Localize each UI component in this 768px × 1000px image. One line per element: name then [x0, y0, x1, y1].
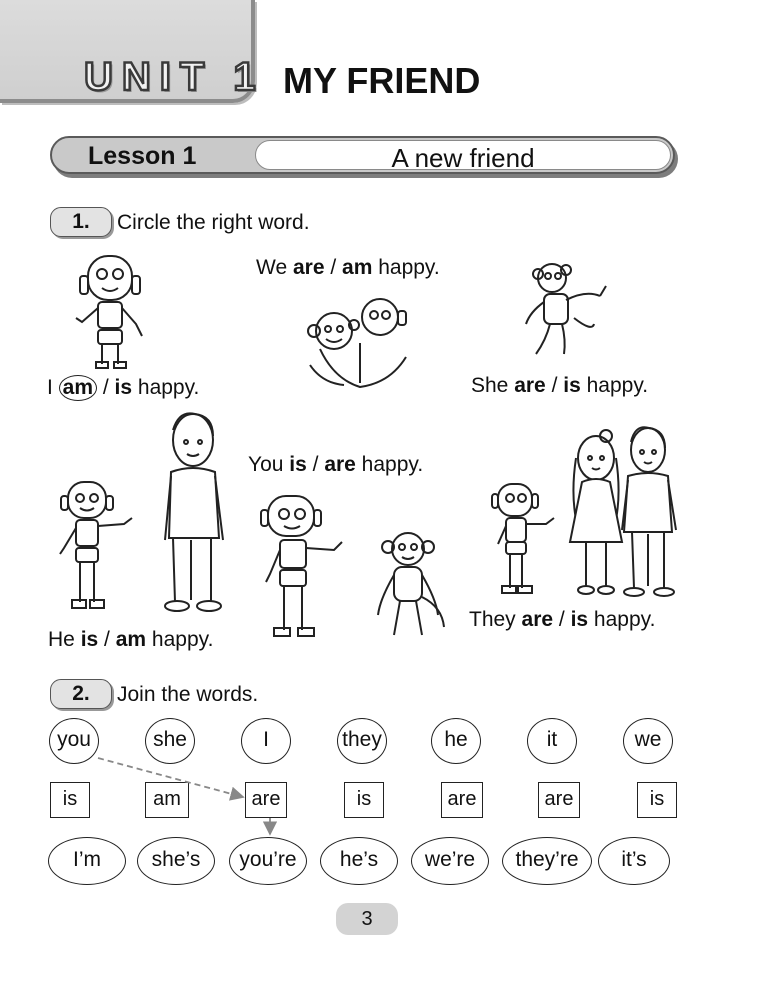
pronoun-we[interactable]: we	[623, 718, 673, 764]
lesson-name-box	[255, 140, 671, 173]
contraction-youre[interactable]: you’re	[229, 837, 307, 885]
contraction-were[interactable]: we’re	[411, 837, 489, 885]
sentence-1: I am / is happy.	[47, 376, 200, 399]
pronoun-she[interactable]: she	[145, 718, 195, 764]
contraction-hes[interactable]: he’s	[320, 837, 398, 885]
sentence-6: They are / is happy.	[469, 608, 656, 631]
sentence-1-option-is[interactable]: is	[114, 376, 133, 399]
sentence-6-option-are[interactable]: are	[521, 608, 554, 631]
lesson-number: Lesson 1	[88, 142, 197, 170]
contraction-its[interactable]: it’s	[598, 837, 670, 885]
verb-box[interactable]: is	[50, 782, 90, 818]
verb-box[interactable]: is	[637, 782, 677, 818]
sentence-3: She are / is happy.	[471, 374, 649, 397]
pronoun-he[interactable]: he	[431, 718, 481, 764]
girl-icon	[566, 428, 626, 600]
robot-icon	[60, 252, 160, 370]
sentence-6-option-is[interactable]: is	[570, 608, 589, 631]
sentence-2-option-am[interactable]: am	[342, 256, 373, 279]
exercise1-instruction: Circle the right word.	[117, 211, 310, 234]
page-number: 3	[336, 903, 398, 935]
contraction-shes[interactable]: she’s	[137, 837, 215, 885]
sentence-4-option-is[interactable]: is	[289, 453, 307, 476]
exercise2-number: 2.	[50, 679, 112, 709]
lesson-name: A new friend	[391, 143, 535, 173]
pronoun-they[interactable]: they	[337, 718, 387, 764]
lesson-bar	[50, 136, 675, 174]
monkey-icon	[520, 258, 610, 358]
sentence-2: We are / am happy.	[256, 256, 440, 279]
sentence-3-option-is[interactable]: is	[563, 374, 581, 397]
sentence-1-option-am-circled[interactable]: am	[59, 375, 97, 401]
sentence-5-option-is[interactable]: is	[80, 628, 99, 651]
verb-box[interactable]: are	[441, 782, 483, 818]
unit-label: UNIT 1	[84, 55, 265, 99]
pronoun-it[interactable]: it	[527, 718, 577, 764]
monkey-icon	[368, 527, 450, 645]
sentence-1-pre: I	[47, 376, 59, 399]
verb-box[interactable]: are	[538, 782, 580, 818]
sentence-5: He is / am happy.	[48, 628, 214, 651]
contraction-im[interactable]: I’m	[48, 837, 126, 885]
exercise1-number: 1.	[50, 207, 112, 237]
boy-icon	[618, 422, 680, 600]
robot-icon	[486, 480, 558, 598]
monkey-and-robot-icon	[300, 295, 420, 395]
unit-title: MY FRIEND	[283, 60, 481, 101]
sentence-3-option-are[interactable]: are	[514, 374, 546, 397]
boy-icon	[155, 410, 230, 615]
pronoun-you[interactable]: you	[49, 718, 99, 764]
sentence-4-option-are[interactable]: are	[324, 453, 356, 476]
sentence-5-option-am[interactable]: am	[115, 628, 147, 651]
pronoun-i[interactable]: I	[241, 718, 291, 764]
exercise2-instruction: Join the words.	[117, 683, 259, 706]
verb-box[interactable]: are	[245, 782, 287, 818]
verb-box[interactable]: am	[145, 782, 189, 818]
robot-icon	[256, 492, 348, 642]
verb-box[interactable]: is	[344, 782, 384, 818]
sentence-2-option-are[interactable]: are	[292, 256, 325, 279]
sentence-4: You is / are happy.	[248, 453, 424, 476]
robot-icon	[52, 478, 140, 612]
contraction-theyre[interactable]: they’re	[502, 837, 592, 885]
